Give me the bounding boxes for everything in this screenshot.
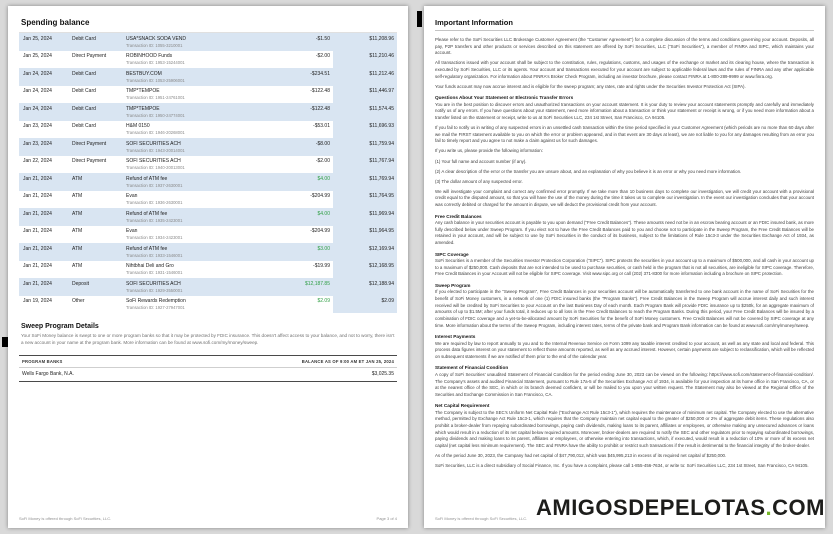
transaction-description	[123, 51, 277, 69]
transaction-type: Direct Payment	[72, 158, 107, 164]
transaction-amount: -$53.01	[313, 123, 330, 129]
merchant-name: Nihtbhai Deli and Gro	[126, 263, 174, 269]
transaction-row	[19, 173, 397, 191]
transaction-amount: -$1.50	[315, 35, 330, 42]
merchant-name: SOFI SECURITIES ACH	[126, 158, 181, 164]
transaction-description	[123, 173, 277, 191]
transaction-amount: $3.00	[317, 245, 330, 252]
transaction-description	[123, 208, 277, 226]
merchant-name: SoFi Rewards Redemption	[126, 298, 186, 304]
transaction-type: ATM	[72, 193, 83, 199]
transaction-date: Jan 19, 2024	[23, 298, 52, 304]
section-paragraph: We are required by law to report annually to you and to the Internal Revenue Service on Form 1099 any taxable interest credited to your account, as well as any state and local and federal. This process data figures interest on your statement to reflect those amounts reported, as well as any accrued interest. However, certain payments are subject to reclassification, which will be reflected on subsequent statements if we are notified of them prior to the end of the calendar year.	[435, 340, 814, 359]
watermark-tld: COM	[772, 495, 825, 520]
transaction-balance: $11,212.46	[333, 68, 397, 86]
transaction-amount: -$122.48	[310, 88, 330, 94]
watermark-logo	[536, 495, 825, 521]
section-paragraph: All transactions issued with your account shall be subject to the constitution, rules, regulations, customs, and usages of the exchange or market and its clearing house, where the transaction is executed by SoFi Securities, LLC or its agents. Your account and transactions executed for your account are subject to applicable federal laws and the rules of FINRA and any other applicable self-regulatory organization. For information about FINRA's Broker Check Program, including an investor brochure, please contact FINRA at 1-800-289-9999 or www.finra.org.	[435, 60, 814, 79]
section-paragraph: Any cash balance in your securities account is payable to you upon demand ("Free Credit Balances"). These amounts need not be in an escrow bearing account or an FDIC insured bank, as more fully described below under Sweep Program. If you elect not to have the Free Credit Balances paid to you and choose not to participate in the Sweep Program, the Free Credit Balances will be retained in your account, and will be subject to use by SoFi Securities in the conduct of its business, subject to the limitations of Rule 15c3-3 under the Securities Exchange Act of 1934, as amended.	[435, 220, 814, 246]
transaction-row	[19, 68, 397, 86]
section-paragraph: If you write us, please provide the following information:	[435, 148, 543, 154]
transaction-description	[123, 156, 277, 174]
merchant-name: TMP*TEMPOE	[126, 105, 160, 112]
transaction-date: Jan 23, 2024	[23, 123, 52, 129]
section-paragraph: We will investigate your complaint and correct any confirmed error promptly. If we take more than 10 business days to complete our investigation, we will credit your account with a provisional credit equal to the disputed amount, so that you will have the use of the money during the time it takes us to complete our investigation. In the event our investigation concludes that your account was correctly debited or charged for the amount in dispute, we will deduct the provisional credit from your account.	[435, 188, 814, 208]
section-paragraph: As of the period June 30, 2023, the Company had net capital of $47,790,012, which was $45,995,213 in excess of its required net capital of $250,000.	[435, 453, 727, 459]
program-banks-header-row	[19, 355, 397, 368]
transaction-id: Transaction ID: 1055-3210001	[126, 42, 183, 48]
transaction-balance: $11,769.94	[333, 173, 397, 191]
transaction-amount: -$204.99	[310, 228, 330, 234]
transaction-balance: $11,969.94	[333, 208, 397, 226]
transaction-row	[19, 261, 397, 279]
transaction-description	[123, 33, 277, 51]
transaction-balance: $11,764.95	[333, 191, 397, 209]
scan-mark-left	[2, 337, 8, 347]
section-paragraph: SoFi Securities, LLC is a direct subsidiary of Social Finance, Inc. If you have a complaint, please call 1-855-456-7634, or write to: SoFi Securities LLC, 234 1st Street, San Francisco, CA 94105.	[435, 463, 809, 469]
transaction-description	[123, 103, 277, 121]
transaction-id: Transaction ID: 1934-2423001	[126, 235, 183, 241]
important-information-body	[435, 37, 814, 470]
transaction-type: Debit Card	[72, 105, 96, 112]
transaction-row	[19, 51, 397, 69]
page-number: Page 3 of 4	[376, 516, 397, 521]
transaction-description	[123, 86, 277, 104]
transaction-type: Deposit	[72, 280, 89, 287]
transaction-date: Jan 21, 2024	[23, 280, 52, 287]
transaction-row	[19, 86, 397, 104]
transaction-row	[19, 33, 397, 51]
transaction-date: Jan 21, 2024	[23, 228, 52, 234]
transaction-amount: $12,187.85	[304, 280, 330, 287]
transaction-balance: $11,210.46	[333, 51, 397, 69]
transaction-amount: $4.00	[317, 175, 330, 182]
merchant-name: SOFI SECURITIES ACH	[126, 280, 181, 287]
section-paragraph: (3) The dollar amount of any suspected error.	[435, 178, 523, 184]
transaction-amount: -$234.51	[310, 70, 330, 77]
transaction-amount: -$204.99	[310, 193, 330, 199]
transaction-date: Jan 24, 2024	[23, 105, 52, 112]
merchant-name: TMP*TEMPOE	[126, 88, 160, 94]
section-paragraph: A copy of SoFi Securities' unaudited Statement of Financial Condition for the period ending June 30, 2023 can be viewed on the following: https://www.sofi.com/statement-of-financial-condition/. The Company's assets and audited Financial Statement, pursuant to Rule 17a-5 of the Securities Exchange Act of 1934, is available for your inspection at its home office in San Francisco, CA, or at the nearest office of the SEC, in which or its branch deemed confident, or will be mailed to you upon your written request. The Statement may also be viewed at the Regional Office of the Securities and Exchange Commission in San Francisco, CA.	[435, 371, 814, 397]
section-paragraph: (1) Your full name and account number (if any).	[435, 158, 527, 164]
section-paragraph: The Company is subject to the SEC's Uniform Net Capital Rule ("Exchange Act Rule 15c3-1"), which requires the maintenance of minimum net capital. The Company elected to use the alternative method, permitted by Exchange Act Rule 15c3-1, which requires that the Company maintain net capital equal to the greater of $250,000 or 2% of aggregate debit items. These regulations also prohibit a broker-dealer from repaying subordinated borrowings, paying cash dividends, making loans to its parent, affiliates or employees, or otherwise making any unsecured advances or loans which would result in a reduction of its net capital below required amounts. Moreover, broker-dealers are required to notify the SEC and other regulators prior to repaying subordinated borrowings, paying dividends and making loans to its parent, affiliates or employees, or otherwise entering into transactions, which, if executed, would result in a reduction of 10% or more of its excess net capital (net capital less minimum requirement). The SEC and FINRA have the ability to prohibit or restrict such transactions if the result is detrimental to the financial integrity of the broker-dealer.	[435, 409, 814, 448]
left-page-footer	[19, 516, 397, 521]
transaction-description	[123, 191, 277, 209]
transaction-type: Debit Card	[72, 35, 96, 42]
transaction-type: ATM	[72, 175, 83, 182]
scan-mark-right	[417, 11, 422, 27]
transaction-type: Direct Payment	[72, 53, 107, 59]
transaction-row	[19, 121, 397, 139]
section-paragraph: If you fail to notify us in writing of any suspected errors in an unsettled cash transaction within the time period specified in your Customer Agreement (which periods are no more than 60 days after we mail the FIRST statement available to you on which the error or problem appeared, and in that event are 30 days at least), we are not liable to you for any damages resulting from an error you fail to timely report and you agree to not make a claim against us for such damages.	[435, 125, 814, 144]
transaction-type: Direct Payment	[72, 140, 107, 147]
transaction-date: Jan 23, 2024	[23, 140, 52, 147]
sweep-program-description: Your SoFi Money balance is swept to one or more program banks so that it may be protected by FDIC insurance. This doesn't affect access to your balance, and not to worry, there isn't a new account in your name at the program bank. More information can be found at www.sofi.com/my/money/sweep.	[21, 333, 395, 345]
merchant-name: SOFI SECURITIES ACH	[126, 140, 181, 147]
section-paragraph: Your funds account may now accrue interest and is eligible for the sweep program; any rates, rate and rights under the Securities Investor Protection Act (SIPA).	[435, 83, 746, 89]
section-heading: SIPC Coverage	[435, 251, 469, 257]
transaction-id: Transaction ID: 1931-1546001	[126, 270, 183, 276]
transaction-date: Jan 25, 2024	[23, 35, 52, 42]
transaction-date: Jan 22, 2024	[23, 158, 52, 164]
transaction-row	[19, 278, 397, 296]
transaction-row	[19, 191, 397, 209]
transaction-amount: -$8.00	[315, 140, 330, 147]
transaction-id: Transaction ID: 1929-3550001	[126, 287, 183, 293]
transaction-id: Transaction ID: 1953-15244001	[126, 60, 185, 66]
transaction-amount: -$122.48	[310, 105, 330, 112]
transaction-row	[19, 208, 397, 226]
merchant-name: Refund of ATM fee	[126, 175, 168, 182]
transaction-row	[19, 296, 397, 314]
footer-disclosure: SoFi Money is offered through SoFi Securities, LLC.	[19, 516, 112, 521]
transaction-id: Transaction ID: 1950-24774001	[126, 112, 185, 118]
merchant-name: Refund of ATM fee	[126, 245, 168, 252]
transaction-description	[123, 121, 277, 139]
section-paragraph: Please refer to the SoFi Securities LLC Brokerage Customer Agreement (the "Customer Agreement") for a complete discussion of the terms and conditions governing your account. Deposits, all pay, P2P transfers and other products or services described on this statement are offered by SoFi Securities, LLC ("SoFi Securities"), a member of FINRA and SIPC, which maintains your account.	[435, 37, 814, 56]
transaction-id: Transaction ID: 1951-24761001	[126, 95, 185, 101]
sweep-program-title: Sweep Program Details	[21, 323, 99, 330]
transaction-row	[19, 103, 397, 121]
transaction-description	[123, 68, 277, 86]
section-paragraph: SoFi Securities is a member of the Securities Investor Protection Corporation ("SIPC"). SIPC protects the securities in your account up to a maximum of $500,000, and all cash in your account up to a maximum of $250,000. Cash deposits that are not intended to be used to purchase securities, or cash held in the program that is not all securities, are ineligible for SIPC coverage. Therefore, Free Credit Balances in your Account will not be eligible for SIPC coverage. Visit www.sipc.org or call (202) 371-8300 for more information including a brochure on SIPC protection.	[435, 258, 814, 277]
transaction-balance: $11,446.97	[333, 86, 397, 104]
transaction-row	[19, 243, 397, 261]
transaction-description	[123, 138, 277, 156]
transaction-type: ATM	[72, 210, 83, 217]
transaction-balance: $2.09	[333, 296, 397, 314]
transaction-type: Debit Card	[72, 70, 96, 77]
transaction-amount: -$2.00	[315, 53, 330, 59]
merchant-name: Evan	[126, 228, 138, 234]
transaction-balance: $12,169.94	[333, 243, 397, 261]
program-bank-name: Wells Fargo Bank, N.A.	[22, 371, 74, 378]
transaction-balance: $11,767.94	[333, 156, 397, 174]
transaction-description	[123, 243, 277, 261]
transaction-type: ATM	[72, 263, 83, 269]
transaction-id: Transaction ID: 1937-2630001	[126, 182, 183, 188]
section-heading: Sweep Program	[435, 282, 471, 288]
statement-page-right	[424, 6, 825, 528]
program-banks-header: PROGRAM BANKS	[22, 358, 63, 364]
section-paragraph: You are in the best position to discover errors and unauthorized transactions on your account statement. It is your duty to review your account statements promptly and carefully and immediately notify us of any errors. If you have questions about your statement, need more information about a transaction or think your statement or receipt is wrong, or if you need more information about a transfer listed on the statement or receipt, write to us at SoFi Securities LLC, 234 1st Street, San Francisco, CA 94105.	[435, 101, 814, 120]
transaction-row	[19, 226, 397, 244]
transaction-id: Transaction ID: 1946-20268001	[126, 130, 185, 136]
spending-balance-title: Spending balance	[21, 18, 90, 27]
transaction-balance: $11,208.96	[333, 33, 397, 51]
transaction-amount: -$19.99	[313, 263, 330, 269]
transaction-id: Transaction ID: 1940-20013001	[126, 165, 185, 171]
transaction-balance: $11,964.95	[333, 226, 397, 244]
transaction-row	[19, 156, 397, 174]
transaction-balance: $12,168.95	[333, 261, 397, 279]
transaction-date: Jan 21, 2024	[23, 193, 52, 199]
transaction-amount: -$2.00	[315, 158, 330, 164]
program-bank-row	[19, 368, 397, 382]
transaction-balance: $11,759.94	[333, 138, 397, 156]
watermark-dot-icon: .	[765, 495, 773, 520]
transaction-row	[19, 138, 397, 156]
transaction-description	[123, 226, 277, 244]
transaction-id: Transaction ID: 1943-20014001	[126, 147, 185, 153]
transaction-type: ATM	[72, 228, 83, 234]
transaction-balance: $11,574.45	[333, 103, 397, 121]
transaction-date: Jan 21, 2024	[23, 263, 52, 269]
transaction-amount: $4.00	[317, 210, 330, 217]
transaction-id: Transaction ID: 1936-2630001	[126, 200, 183, 206]
transactions-table	[19, 32, 397, 313]
transaction-amount: $2.09	[317, 298, 330, 304]
sweep-program-section	[19, 323, 397, 382]
section-paragraph: If you elected to participate in the "Sweep Program", Free Credit Balances in your securities account will be automatically transferred to one bank account in the name of SoFi Securities for the benefit of SoFi Money customers, in a network of one (1) FDIC insured banks (the "Program Banks"). Free Credit Balances in the Sweep Program will accrue interest daily and such interest received will be credited by SoFi Securities to your Account on the last Business Day of each month. Each Program Bank will provide FDIC insurance up to $250k, for an aggregate maximum of amounts of up to $1.5M; after your funds total, it reduces up to all loss in the Free Credit Balances to reach the Program Banks. During this period, your Free Credit Balances will be insured by a combination of FDIC coverage and a yet-to-be-allocated amount by SoFi Securities for the benefit of SoFi Money customers. Free Credit Balances will not be covered by SIPC coverage at any time. More information about the terms of the Sweep Program, including interest rates, terms of the private bank and Program Bank information can be found at www.sofi.com/my/money/sweep.	[435, 289, 814, 328]
transaction-type: ATM	[72, 245, 83, 252]
important-information-title: Important Information	[435, 18, 814, 31]
transaction-balance: $12,188.94	[333, 278, 397, 296]
transaction-date: Jan 24, 2024	[23, 88, 52, 94]
section-paragraph: (2) A clear description of the error or the transfer you are unsure about, and an explanation of why you believe it is an error or why you need more information.	[435, 168, 742, 174]
transaction-description	[123, 261, 277, 279]
transaction-balance: $11,696.93	[333, 121, 397, 139]
balance-as-of-header: BALANCE AS OF 9:00 AM ET JAN 25, 2024	[301, 358, 394, 364]
transaction-date: Jan 25, 2024	[23, 53, 52, 59]
transaction-id: Transaction ID: 1053-25906001	[126, 77, 185, 83]
program-banks-table	[19, 368, 397, 382]
merchant-name: Refund of ATM fee	[126, 210, 168, 217]
section-heading: Interest Payments	[435, 334, 476, 340]
right-page-footer: SoFi Money is offered through SoFi Securities, LLC.	[435, 516, 528, 521]
transaction-id: Transaction ID: 1927-27947001	[126, 305, 185, 311]
transaction-date: Jan 21, 2024	[23, 175, 52, 182]
transaction-id: Transaction ID: 1935-2423001	[126, 217, 183, 223]
section-heading: Free Credit Balances	[435, 213, 482, 219]
watermark-name: AMIGOSDEPELOTAS	[535, 495, 766, 520]
section-heading: Net Capital Requirement	[435, 403, 490, 409]
merchant-name: BESTBUY.COM	[126, 70, 162, 77]
statement-page-left	[8, 6, 408, 528]
transaction-type: Other	[72, 298, 85, 304]
merchant-name: USA*SNACK SODA VEND	[126, 35, 187, 42]
transaction-description	[123, 278, 277, 296]
transaction-date: Jan 24, 2024	[23, 70, 52, 77]
section-heading: Questions About Your Statement or Electronic Transfer Errors	[435, 95, 574, 101]
merchant-name: Evan	[126, 193, 138, 199]
program-bank-balance: $3,025.35	[371, 371, 394, 378]
merchant-name: H&M 0150	[126, 123, 150, 129]
section-heading: Statement of Financial Condition	[435, 365, 509, 371]
transaction-date: Jan 21, 2024	[23, 245, 52, 252]
transaction-type: Debit Card	[72, 123, 96, 129]
transaction-type: Debit Card	[72, 88, 96, 94]
merchant-name: ROBINHOOD Funds	[126, 53, 173, 59]
transaction-id: Transaction ID: 1933-1546001	[126, 252, 183, 258]
transaction-description	[123, 296, 277, 314]
transaction-date: Jan 21, 2024	[23, 210, 52, 217]
